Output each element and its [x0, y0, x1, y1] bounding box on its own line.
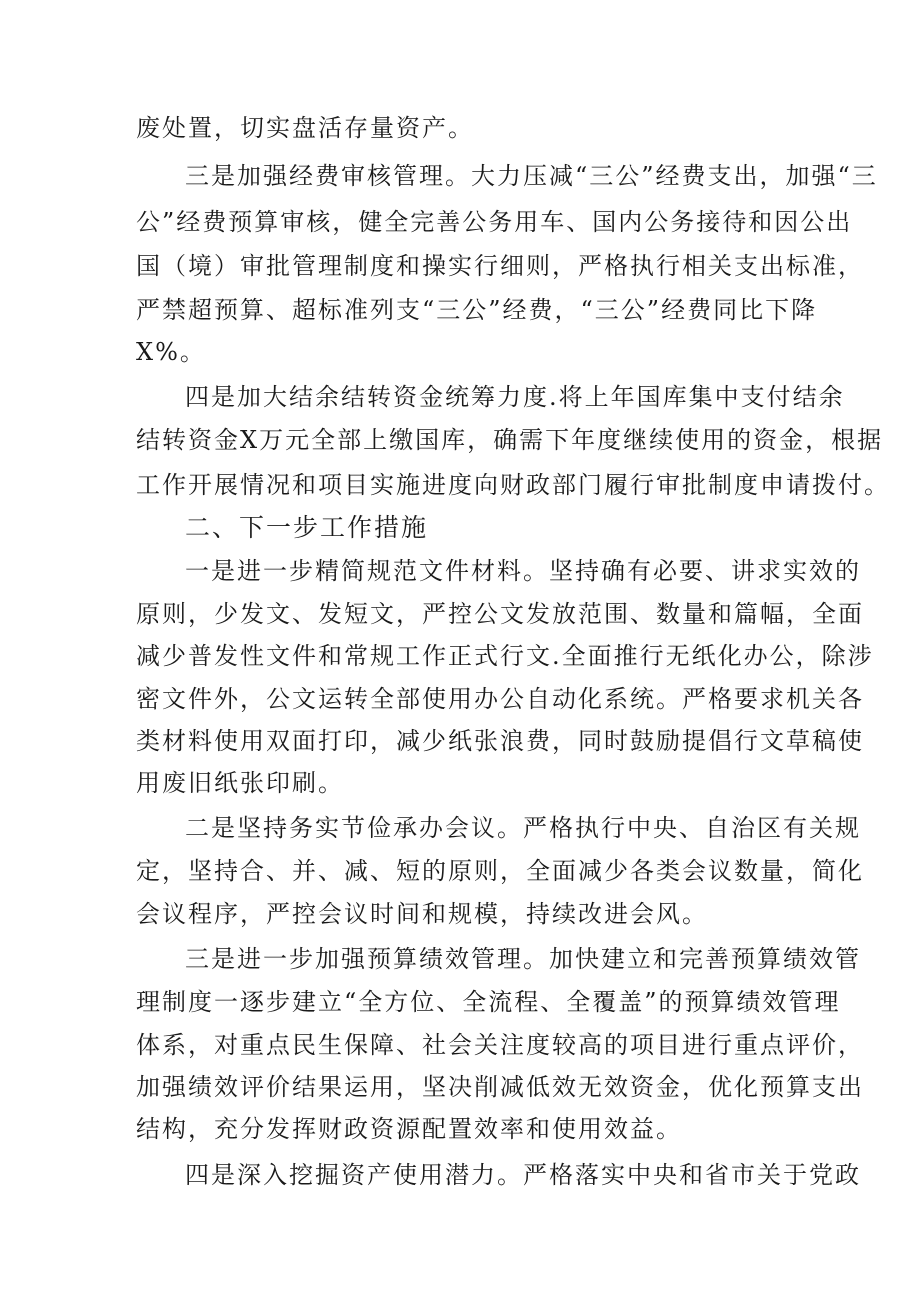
paragraph-line: 二是坚持务实节俭承办会议。严格执行中央、自治区有关规 — [185, 814, 861, 842]
section-heading: 二、下一步工作措施 — [185, 513, 429, 542]
paragraph-line: 结转资金X万元全部上缴国库，确需下年度继续使用的资金，根据 — [136, 426, 884, 454]
paragraph-line: 减少普发性文件和常规工作正式行文.全面推行无纸化办公，除涉 — [136, 642, 874, 670]
paragraph-line: 四是加大结余结转资金统筹力度.将上年国库集中支付结余 — [185, 383, 845, 411]
paragraph-line: 国（境）审批管理制度和操实行细则，严格执行相关支出标准， — [136, 252, 864, 280]
paragraph-line: 定，坚持合、并、减、短的原则，全面减少各类会议数量，简化 — [136, 857, 864, 885]
paragraph-line: 用废旧纸张印刷。 — [136, 769, 344, 797]
paragraph-line: 三是加强经费审核管理。大力压减“三公”经费支出，加强“三 — [185, 162, 878, 190]
paragraph-line: 会议程序，严控会议时间和规模，持续改进会风。 — [136, 900, 708, 928]
paragraph-line: 三是进一步加强预算绩效管理。加快建立和完善预算绩效管 — [185, 945, 861, 973]
paragraph-line: 公”经费预算审核，健全完善公务用车、国内公务接待和因公出 — [136, 208, 853, 236]
paragraph-line: X%。 — [136, 338, 206, 366]
paragraph-line: 一是进一步精简规范文件材料。坚持确有必要、讲求实效的 — [185, 557, 861, 585]
paragraph-line: 严禁超预算、超标准列支“三公”经费，“三公”经费同比下降 — [136, 296, 818, 324]
paragraph-line: 体系，对重点民生保障、社会关注度较高的项目进行重点评价， — [136, 1031, 864, 1059]
paragraph-line: 加强绩效评价结果运用，坚决削减低效无效资金，优化预算支出 — [136, 1073, 864, 1101]
paragraph-line: 工作开展情况和项目实施进度向财政部门履行审批制度申请拨付。 — [136, 471, 890, 499]
paragraph-line: 四是深入挖掘资产使用潜力。严格落实中央和省市关于党政 — [185, 1161, 861, 1189]
paragraph-line: 理制度一逐步建立“全方位、全流程、全覆盖”的预算绩效管理 — [136, 988, 841, 1016]
paragraph-line: 密文件外，公文运转全部使用办公自动化系统。严格要求机关各 — [136, 685, 864, 713]
paragraph-line: 类材料使用双面打印，减少纸张浪费，同时鼓励提倡行文草稿使 — [136, 727, 864, 755]
paragraph-line: 结构，充分发挥财政资源配置效率和使用效益。 — [136, 1115, 682, 1143]
paragraph-line: 原则，少发文、发短文，严控公文发放范围、数量和篇幅，全面 — [136, 600, 864, 628]
paragraph-line: 废处置，切实盘活存量资产。 — [136, 114, 474, 142]
